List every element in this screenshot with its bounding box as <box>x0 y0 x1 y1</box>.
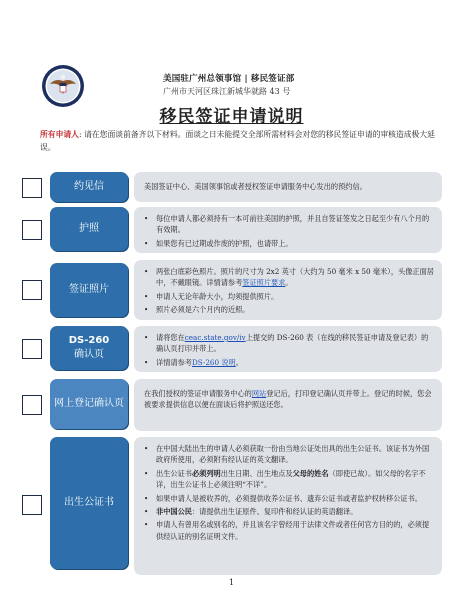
label-line: 确认页 <box>74 349 104 360</box>
desc-appointment-letter <box>134 172 442 202</box>
text: 。 <box>285 278 293 288</box>
text: 在我们授权的签证申请服务中心的 <box>144 389 252 398</box>
label-online-registration: 网上登记确认页 <box>50 379 128 429</box>
label-appointment-letter: 约见信 <box>50 172 128 202</box>
list-item: • 如果您有已过期或作废的护照，也请带上。 <box>144 238 434 249</box>
list-item <box>144 468 434 491</box>
checkbox-ds260[interactable] <box>22 339 42 359</box>
list-item: • 申请人有曾用名或别名的，并且该名字曾经用于法律文件或者任何官方目的的，必须提供经认证的别名证明文件。 <box>144 519 434 542</box>
label-line: DS-260 <box>68 335 110 346</box>
desc-passport <box>134 207 442 253</box>
text: 详情请参考 <box>156 357 192 367</box>
text: 出生日期、出生地点及 <box>220 468 293 478</box>
list-item <box>144 332 434 355</box>
desc-text: 美国签证中心、美国领事馆或者授权签证申请服务中心发出的预约信。 <box>144 182 367 191</box>
list-item: • 照片必须是六个月内的近照。 <box>144 304 434 315</box>
text: 必须列明 <box>191 468 221 478</box>
text: 两张白底彩色照片。照片的尺寸为 2x2 英寸（大约为 50 毫米 x 50 毫米），头像正面居中，不戴眼镜。详情请参考 <box>156 267 434 288</box>
checkbox-passport[interactable] <box>22 220 42 240</box>
text: 出生公证书 <box>156 468 192 478</box>
requirement-row-ds260 <box>22 326 442 372</box>
requirement-row-online-registration <box>22 379 442 431</box>
list-item: • 每位申请人都必须持有一本可前往美国的护照，并且自签证签发之日起至少有八个月的有效期。 <box>144 213 434 236</box>
list-item <box>144 266 434 289</box>
list-item: • 申请人无论年龄大小，均须提供照片。 <box>144 291 434 302</box>
desc-online-registration <box>134 379 442 431</box>
page-number: 1 <box>228 578 235 587</box>
text: 登记后，打印登记确认页并带上。登记的时候，您会被要求提供信息以便在面谈后将护照送还您。 <box>144 389 432 410</box>
list-item: • 如果申请人是被收养的，必须提供收养公证书、遗弃公证书或者监护权转移公证书。 <box>144 493 434 504</box>
list-item <box>144 506 434 517</box>
desc-birth-notarial <box>134 437 442 575</box>
consulate-address: 广州市天河区珠江新城华就路 43 号 <box>163 87 291 96</box>
label-ds260 <box>50 326 128 370</box>
list-item <box>144 357 434 368</box>
desc-visa-photos <box>134 260 442 320</box>
text: （即使已故）。如父母的名字不详，出生公证书上必须注明“不详”。 <box>156 468 426 490</box>
intro-text: : 请在您面谈前备齐以下材料。面谈之日未能提交全部所需材料会对您的移民签证申请的审核造成极大延误。 <box>40 130 435 152</box>
ds260-instructions-link[interactable]: DS-260 说明 <box>191 357 236 367</box>
consulate-name: 美国驻广州总领事馆 | 移民签证部 <box>163 74 295 84</box>
intro-label: 所有申请人 <box>40 130 79 139</box>
label-birth-notarial: 出生公证书 <box>50 437 128 569</box>
requirement-row-visa-photos <box>22 260 442 320</box>
checkbox-birth-notarial[interactable] <box>22 495 42 515</box>
text: 。 <box>235 357 243 367</box>
requirement-row-appointment-letter <box>22 172 442 204</box>
checkbox-visa-photos[interactable] <box>22 280 42 300</box>
text: 上提交的 DS-260 表（在线的移民签证申请及登记表）的确认页打印并带上。 <box>156 333 429 354</box>
text: 父母的姓名 <box>292 468 329 478</box>
checkbox-appointment-letter[interactable] <box>22 178 42 198</box>
website-link[interactable]: 网站 <box>251 389 267 398</box>
text: ：请提供出生证原件、复印件和经认证的英语翻译。 <box>191 507 358 517</box>
desc-ds260 <box>134 326 442 372</box>
text: 非中国公民 <box>156 507 192 517</box>
requirement-row-passport <box>22 207 442 253</box>
list-item: • 在中国大陆出生的申请人必须获取一份由当地公证处出具的出生公证书。该证书为外国政府所使用，必须附有经认证的英文翻译。 <box>144 443 434 466</box>
checkbox-online-registration[interactable] <box>22 395 42 415</box>
requirement-row-birth-notarial <box>22 437 442 575</box>
text: 请将您在 <box>156 333 185 342</box>
ceac-link[interactable]: ceac.state.gov/iv <box>184 333 246 342</box>
label-visa-photos: 签证照片 <box>50 263 128 317</box>
intro-paragraph <box>40 128 444 154</box>
page-title: 移民签证申请说明 <box>159 107 304 127</box>
label-passport: 护照 <box>50 207 128 251</box>
photo-requirements-link[interactable]: 签证照片要求 <box>242 278 286 288</box>
